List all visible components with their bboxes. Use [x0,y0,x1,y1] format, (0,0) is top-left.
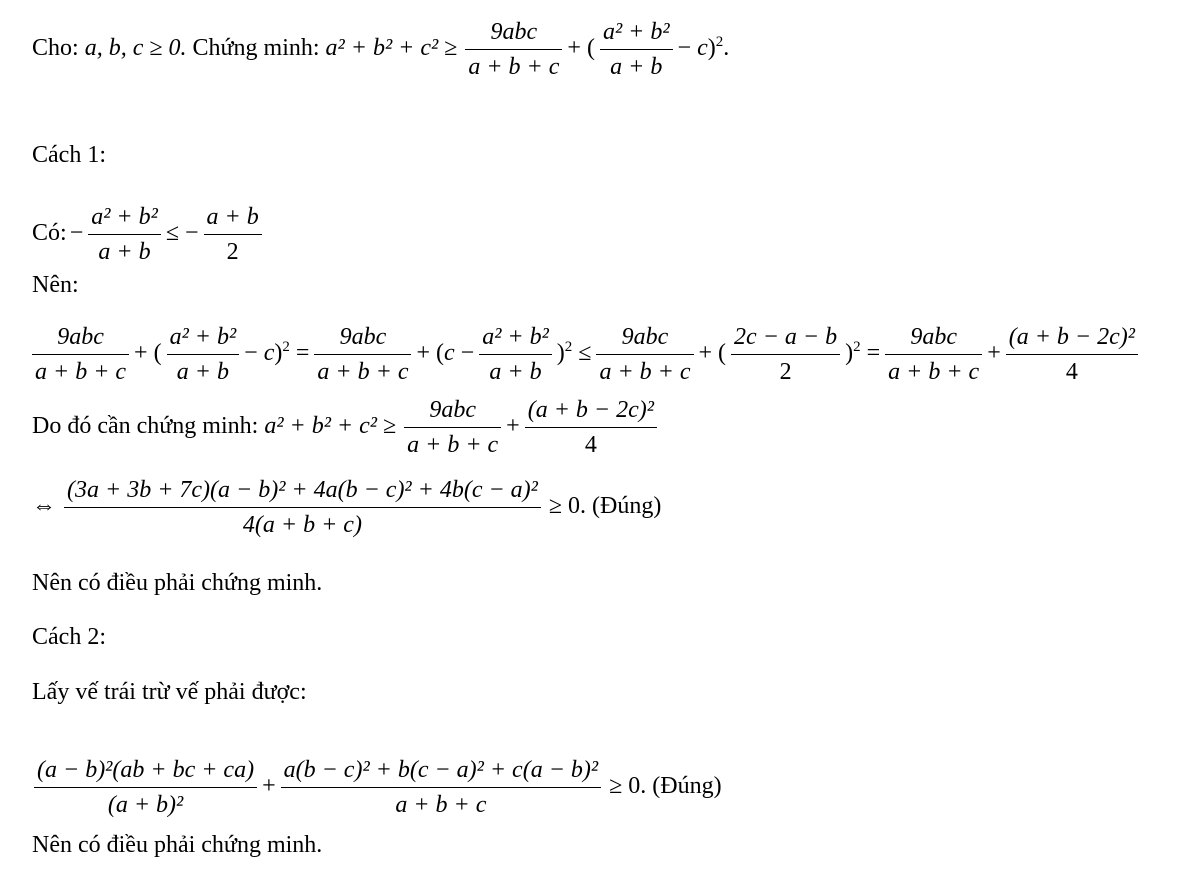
method2-fraction-1: $\frac{\text{(a − b)²(ab + bc + ca)}}{\text{(a + b)²}}$ [34,753,257,822]
co-label: Có: [32,220,67,247]
method2-fraction-2: $\frac{\text{a(b − c)² + b(c − a)² + c(a − b)²}}{a + b + c}$ [281,753,601,822]
fraction-9abc: $\frac{\text{9abc}}{a + b + c}$ [465,15,562,84]
equivalence-line [32,473,661,542]
method1-conclusion: Nên có điều phải chứng minh. [32,570,323,596]
equiv-fraction: $\frac{\text{(3a + 3b + 7c)(a − b)² + 4a(b − c)² + 4b(c − a)²}}{4(a + b + c)}$ [64,473,541,542]
problem-lhs: a² + b² + c² ≥ [325,35,458,62]
method2-intro: Lấy vế trái trừ vế phải được: [32,679,307,705]
chain-fraction-1: $\frac{\text{9abc}}{a + b + c}$ [32,320,129,389]
need-lhs: a² + b² + c² ≥ [264,413,397,440]
equiv-tail: ≥ 0. (Đúng) [548,493,662,520]
need-fraction-2: $\frac{\text{(a + b − 2c)²}}{4}$ [525,393,657,462]
method2-expression: $\frac{\text{(a − b)²(ab + bc + ca)}}{\text{(a + b)²}}$ + $\frac{\text{a(b − c)² + b(c − a)² + c(a − b)²}}{a + b + c}$ ≥ 0. (Đúng) [32,753,722,822]
need-to-prove-line: Do đó cần chứng minh: a² + b² + c² ≥ $\frac{\text{9abc}}{a + b + c}$ + $\frac{\text{(a + b − 2c)²}}{4}$ [32,393,659,462]
chain-fraction-6: $\frac{2c - a - b}{2}$ [731,320,840,389]
co-left-fraction: $\frac{\text{a² + b²}}{a + b}$ [88,200,161,269]
need-label: Do đó cần chứng minh: [32,413,259,440]
chain-fraction-7: $\frac{\text{9abc}}{a + b + c}$ [885,320,982,389]
equiv-symbol: ⇔ [32,493,56,520]
chain-fraction-5: $\frac{\text{9abc}}{a + b + c}$ [596,320,693,389]
method2-conclusion: Nên có điều phải chứng minh. [32,832,323,858]
chain-fraction-8: $\frac{\text{(a + b − 2c)²}}{4}$ [1006,320,1138,389]
method1-co-line: Có: − $\frac{\text{a² + b²}}{a + b}$ ≤ − $\frac{a + b}{2}$ [32,200,264,269]
need-fraction-1: $\frac{\text{9abc}}{a + b + c}$ [404,393,501,462]
method2-tail: ≥ 0. (Đúng) [609,773,722,800]
method2-heading: Cách 2: [32,624,106,650]
chain-fraction-3: $\frac{\text{9abc}}{a + b + c}$ [314,320,411,389]
chain-fraction-2: $\frac{\text{a² + b²}}{a + b}$ [167,320,240,389]
fraction-a2b2: $\frac{\text{a² + b²}}{a + b}$ [600,15,673,84]
method1-heading: Cách 1: [32,142,106,168]
cho-label: Cho: [32,35,79,62]
chain-fraction-4: $\frac{\text{a² + b²}}{a + b}$ [479,320,552,389]
problem-statement: Cho: a, b, c ≥ 0. Chứng minh: a² + b² + c² ≥ $\frac{\text{9abc}}{a + b + c}$ + ( $\frac{\text{a² + b²}}{a + b}$ − c)$^2$. [32,15,732,84]
task-label: Chứng minh: [192,35,320,62]
co-right-fraction: $\frac{a + b}{2}$ [204,200,262,269]
nen-label: Nên: [32,272,79,298]
method1-chain: $\frac{\text{9abc}}{a + b + c}$ + ( $\frac{\text{a² + b²}}{a + b}$ − c)$^2$ = $\frac{\text{9abc}}{a + b + c}$ + (c − $\frac{\text{a² + b²}}{a + b}$ )$^2$ ≤ $\frac{\text{9abc}}{a + b + c}$ + ( $\frac{2c - a - b}{2}$ )$^2$ = $\frac{\text{9abc}}{a + b + c}$ + $\frac{\text{(a + b − 2c)²}}{4}$ [30,320,1140,389]
condition: a, b, c ≥ 0. [84,35,187,62]
